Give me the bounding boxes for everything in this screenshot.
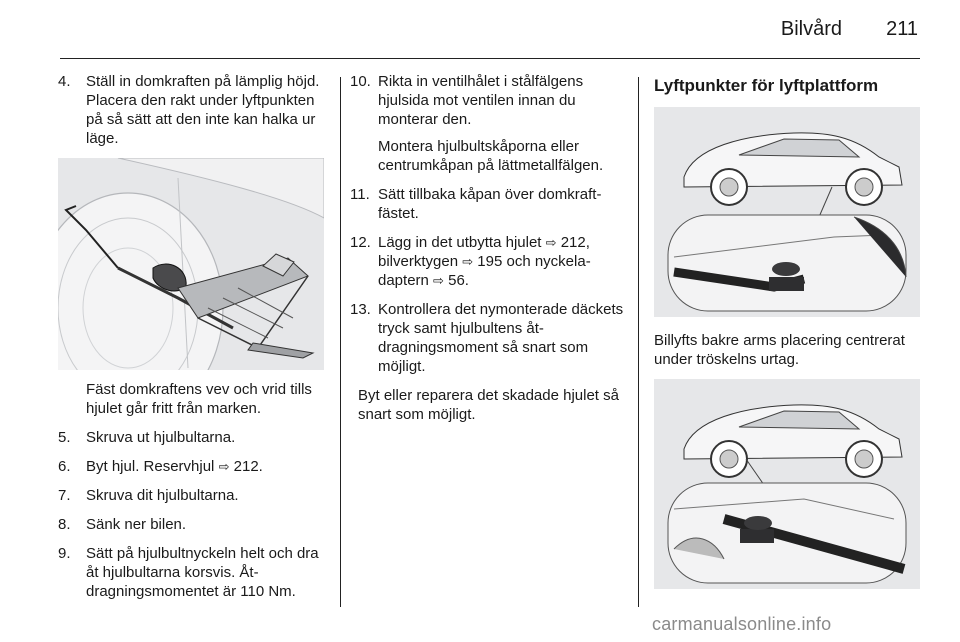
step-number: 10. [350,73,371,90]
page-ref[interactable]: 195 och nyckeladaptern [378,253,591,289]
step-number: 12. [350,234,371,251]
step-text-part: Lägg in det utbytta hjulet [378,234,542,251]
step-text-main: Rikta in ventilhålet i stålfälgens hjulsida mot ventilen innan du monterar den. [378,73,584,128]
step-text: Skruva ut hjulbultarna. [86,429,236,446]
step-text: Kontrollera det nymonterade däckets tryck samt hjulbultens åtdragningsmoment så snart som möjligt. [378,301,624,375]
page-ref-arrow-icon: ⇨ [433,273,444,288]
step-6 [58,457,330,476]
page-ref-arrow-icon: ⇨ [545,235,557,250]
page-ref-arrow-icon: ⇨ [218,459,230,474]
page-number: 211 [886,18,918,40]
step-11 [350,185,628,223]
section-title: Bilvård [780,18,842,40]
step-number: 6. [58,458,71,475]
closing-note: Byt eller reparera det skadade hjulet så snart som möjligt. [358,387,619,423]
jack-illustration [58,158,324,370]
step-text: Ställ in domkraften på lämplig höjd. Placera den rakt under lyftpunkten på så sätt att den inte kan halka ur läge. [86,73,320,147]
column-left [58,72,330,611]
watermark: carmanualsonline.info [652,614,832,634]
column-right [654,72,920,603]
step-number: 7. [58,487,71,504]
step-text [378,233,628,290]
step-text-part: Byt hjul. Reservhjul [86,458,215,475]
figure-caption: Fäst domkraftens vev och vrid tills hjulet går fritt från marken. [86,381,312,417]
step-10 [350,72,628,175]
step-text [86,457,330,476]
page-header [0,0,960,60]
step-number: 4. [58,73,71,90]
column-middle [350,72,628,434]
car-lift-drawing [654,379,920,589]
step-number: 5. [58,429,71,446]
figure-caption: Billyfts bakre arms placering centrerat under tröskelns urtag. [654,332,905,368]
column-divider-2 [638,77,639,607]
section-heading: Lyftpunkter för lyftplattform [654,76,879,95]
step-12 [350,233,628,290]
step-number: 8. [58,516,71,533]
lift-point-illustration-bottom [654,379,920,589]
page-ref[interactable]: 212, [560,234,590,251]
page-ref[interactable]: 212. [233,458,263,475]
step-13 [350,300,628,376]
header-rule [60,58,920,59]
step-9 [58,544,330,601]
column-divider-1 [340,77,341,607]
step-text: Skruva dit hjulbultarna. [86,487,239,504]
step-text-part: bilverktygen [378,253,459,270]
lift-point-illustration-top [654,107,920,317]
step-text: Sätt på hjulbultnyckeln helt och dra åt hjulbultarna korsvis. Åtdragningsmomentet är 110 Nm. [86,545,319,600]
jack-drawing [58,158,324,370]
step-text [378,72,628,175]
step-4 [58,72,330,148]
step-7 [58,486,330,505]
step-number: 13. [350,301,371,318]
step-8 [58,515,330,534]
step-number: 11. [350,186,370,203]
step-text: Sänk ner bilen. [86,516,187,533]
step-note: Montera hjulbultskåporna eller centrumkåpan på lättmetallfälgen. [378,138,604,174]
step-text: Sätt tillbaka kåpan över domkraftfästet. [378,186,602,222]
page-ref-arrow-icon: ⇨ [462,254,474,269]
step-number: 9. [58,545,71,562]
car-lift-drawing [654,107,920,317]
step-5 [58,428,330,447]
page-ref[interactable]: 56. [448,272,469,289]
